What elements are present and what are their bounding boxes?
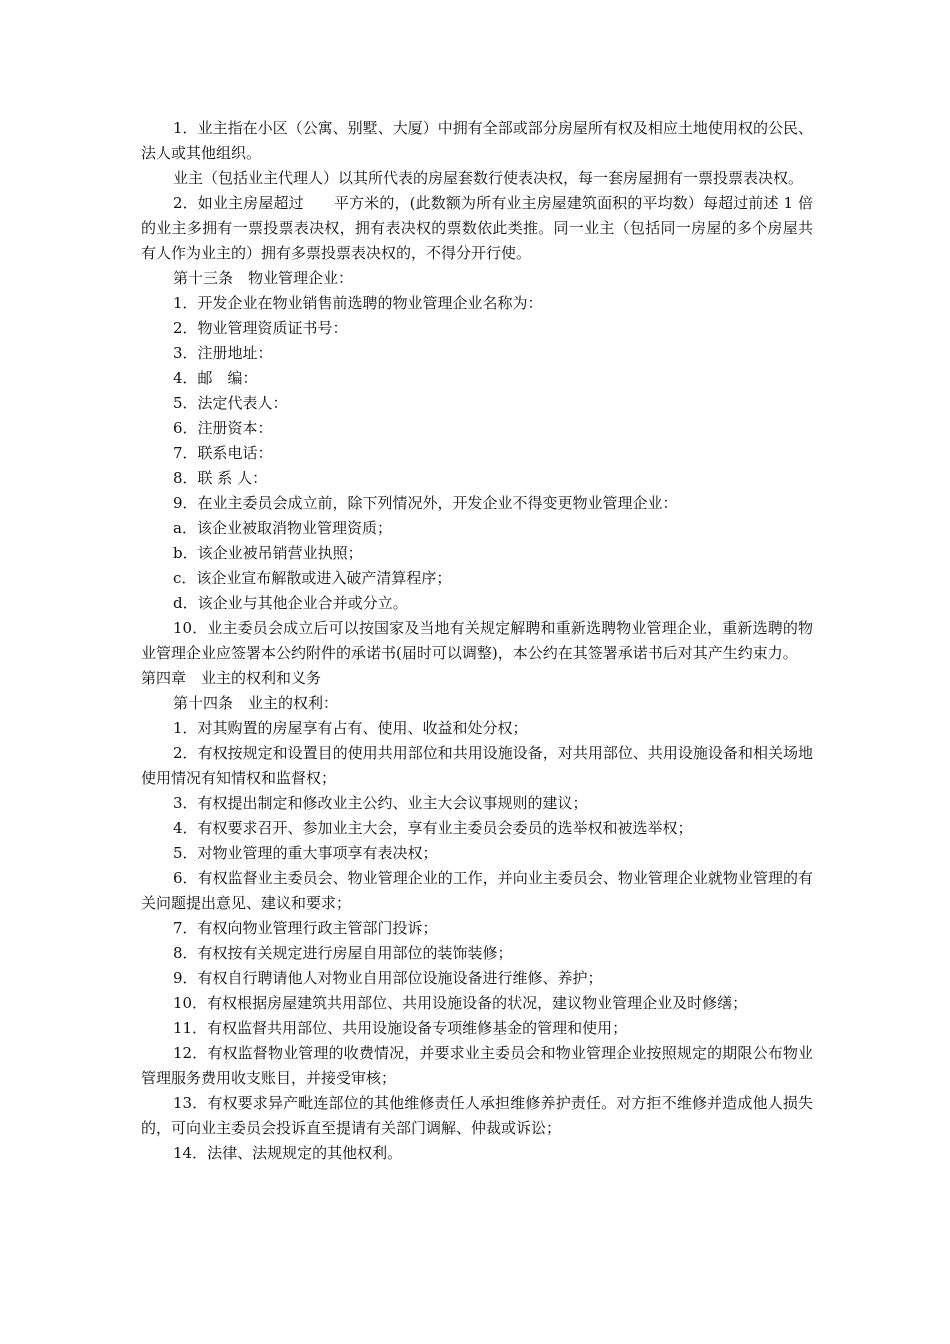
list-item: 10．业主委员会成立后可以按国家及当地有关规定解聘和重新选聘物业管理企业，重新选聘的物业管理企业应签署本公约附件的承诺书(届时可以调整)，本公约在其签署承诺书后对其产生约束力。 <box>141 619 813 662</box>
list-item: d．该企业与其他企业合并或分立。 <box>173 594 408 612</box>
list-item: 9．在业主委员会成立前，除下列情况外，开发企业不得变更物业管理企业： <box>173 494 678 512</box>
list-item: 10．有权根据房屋建筑共用部位、共用设施设备的状况，建议物业管理企业及时修缮； <box>173 994 748 1012</box>
chapter-4-heading: 第四章 业主的权利和义务 <box>141 669 322 687</box>
list-item: 7．联系电话： <box>173 444 273 462</box>
list-item: 1．开发企业在物业销售前选聘的物业管理企业名称为： <box>173 294 543 312</box>
list-item: 13．有权要求异产毗连部位的其他维修责任人承担维修养护责任。对方拒不维修并造成他人损失的，可向业主委员会投诉直至提请有关部门调解、仲裁或诉讼； <box>141 1094 813 1137</box>
list-item: c．该企业宣布解散或进入破产清算程序； <box>173 569 452 587</box>
list-item: 5．法定代表人： <box>173 394 288 412</box>
list-item: 6．有权监督业主委员会、物业管理企业的工作，并向业主委员会、物业管理企业就物业管理的有关问题提出意见、建议和要求； <box>141 869 813 912</box>
paragraph-voting-rights: 业主（包括业主代理人）以其所代表的房屋套数行使表决权，每一套房屋拥有一票投票表决权。 <box>173 169 804 187</box>
list-item: 8．有权按有关规定进行房屋自用部位的装饰装修； <box>173 944 513 962</box>
list-item: 1．对其购置的房屋享有占有、使用、收益和处分权； <box>173 719 528 737</box>
list-item: 8．联 系 人： <box>173 469 268 487</box>
list-item: 9．有权自行聘请他人对物业自用部位设施设备进行维修、养护； <box>173 969 603 987</box>
paragraph-extra-votes: 2．如业主房屋超过 平方米的，(此数额为所有业主房屋建筑面积的平均数）每超过前述 1 倍的业主多拥有一票投票表决权，拥有表决权的票数依此类推。同一业主（包括同一房屋的多个房屋共有人作为业主的）拥有多票投票表决权的，不得分开行使。 <box>141 194 813 262</box>
article-13-heading: 第十三条 物业管理企业： <box>173 269 354 287</box>
list-item: 12．有权监督物业管理的收费情况，并要求业主委员会和物业管理企业按照规定的期限公布物业管理服务费用收支账目，并接受审核； <box>141 1044 813 1087</box>
list-item: 2．有权按规定和设置目的使用共用部位和共用设施设备，对共用部位、共用设施设备和相关场地使用情况有知情权和监督权； <box>141 744 813 787</box>
list-item: 7．有权向物业管理行政主管部门投诉； <box>173 919 438 937</box>
list-item: 4．邮 编： <box>173 369 258 387</box>
list-item: 14．法律、法规规定的其他权利。 <box>173 1144 403 1162</box>
list-item: 2．物业管理资质证书号： <box>173 319 348 337</box>
article-14-heading: 第十四条 业主的权利： <box>173 694 339 712</box>
list-item: 5．对物业管理的重大事项享有表决权； <box>173 844 438 862</box>
list-item: 4．有权要求召开、参加业主大会，享有业主委员会委员的选举权和被选举权； <box>173 819 693 837</box>
list-item: 3．有权提出制定和修改业主公约、业主大会议事规则的建议； <box>173 794 588 812</box>
list-item: 6．注册资本： <box>173 419 273 437</box>
paragraph-owner-definition: 1．业主指在小区（公寓、别墅、大厦）中拥有全部或部分房屋所有权及相应土地使用权的公民、法人或其他组织。 <box>141 119 813 162</box>
list-item: 11．有权监督共用部位、共用设施设备专项维修基金的管理和使用； <box>173 1019 628 1037</box>
document-page <box>141 116 813 1166</box>
list-item: 3．注册地址： <box>173 344 273 362</box>
list-item: b．该企业被吊销营业执照； <box>173 544 363 562</box>
list-item: a．该企业被取消物业管理资质； <box>173 519 392 537</box>
